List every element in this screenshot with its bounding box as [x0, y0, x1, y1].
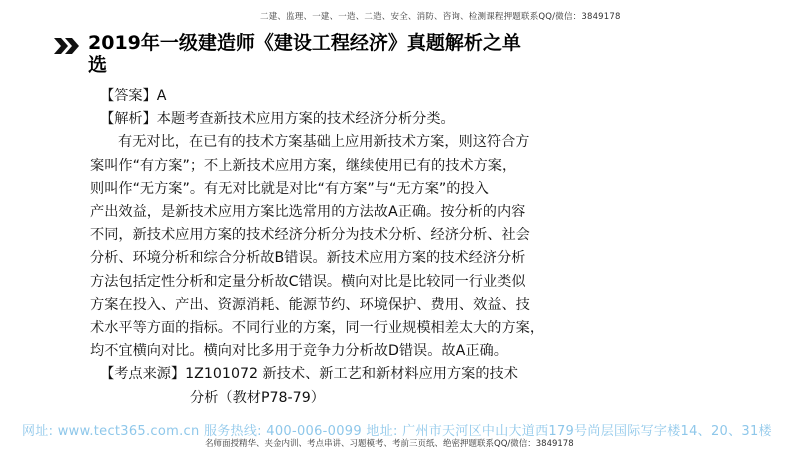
answer-block	[90, 85, 560, 410]
paragraph-line: 分析、环境分析和综合分析故B错误。新技术应用方案的技术经济分析	[90, 250, 526, 267]
footer-watermark: 网址: www.tect365.com.cn 服务热线: 400-006-0099 地址: 广州市天河区中山大道西179号尚层国际写字楼14、20、31楼	[22, 424, 772, 439]
double-chevron-right-icon	[54, 38, 80, 54]
paragraph-line: 产出效益，是新技术应用方案比选常用的方法故A正确。按分析的内容	[90, 204, 526, 221]
source-line: 【考点来源】1Z101072 新技术、新工艺和新材料应用方案的技术	[100, 366, 518, 383]
answer-line: 【答案】A	[100, 88, 167, 104]
paragraph-line: 则叫作“无方案”。有无对比就是对比“有方案”与“无方案”的投入	[90, 180, 489, 197]
paragraph-line: 案叫作“有方案”；不上新技术应用方案，继续使用已有的技术方案，	[90, 157, 517, 174]
top-banner: 二建、监理、一建、一造、二造、安全、消防、咨询、检测课程押题联系QQ/微信：3849178	[260, 12, 621, 22]
paragraph-line: 术水平等方面的指标。不同行业的方案，同一行业规模相差太大的方案，	[90, 320, 545, 337]
paragraph-line: 有无对比，在已有的技术方案基础上应用新技术方案，则这符合方	[118, 134, 530, 151]
paragraph-line: 不同，新技术应用方案的技术经济分析分为技术分析、经济分析、社会	[90, 227, 530, 244]
paragraph-line: 方法包括定性分析和定量分析故C错误。横向对比是比较同一行业类似	[90, 273, 526, 290]
paragraph-line: 均不宜横向对比。横向对比多用于竞争力分析故D错误。故A正确。	[90, 343, 508, 360]
source-line-continued: 分析（教材P78-79）	[190, 389, 325, 406]
paragraph-line: 方案在投入、产出、资源消耗、能源节约、环境保护、费用、效益、技	[90, 296, 530, 313]
title-line-2: 选	[88, 54, 108, 76]
page-title	[88, 32, 578, 76]
footer	[0, 420, 800, 450]
title-line-1: 2019年一级建造师《建设工程经济》真题解析之单	[88, 32, 521, 54]
analysis-line: 【解析】本题考查新技术应用方案的技术经济分析分类。	[100, 111, 455, 128]
footer-sub-banner: 名师面授精华、夹金内训、考点串讲、习题模考、考前三页纸、绝密押题联系QQ/微信：3849178	[205, 439, 574, 449]
